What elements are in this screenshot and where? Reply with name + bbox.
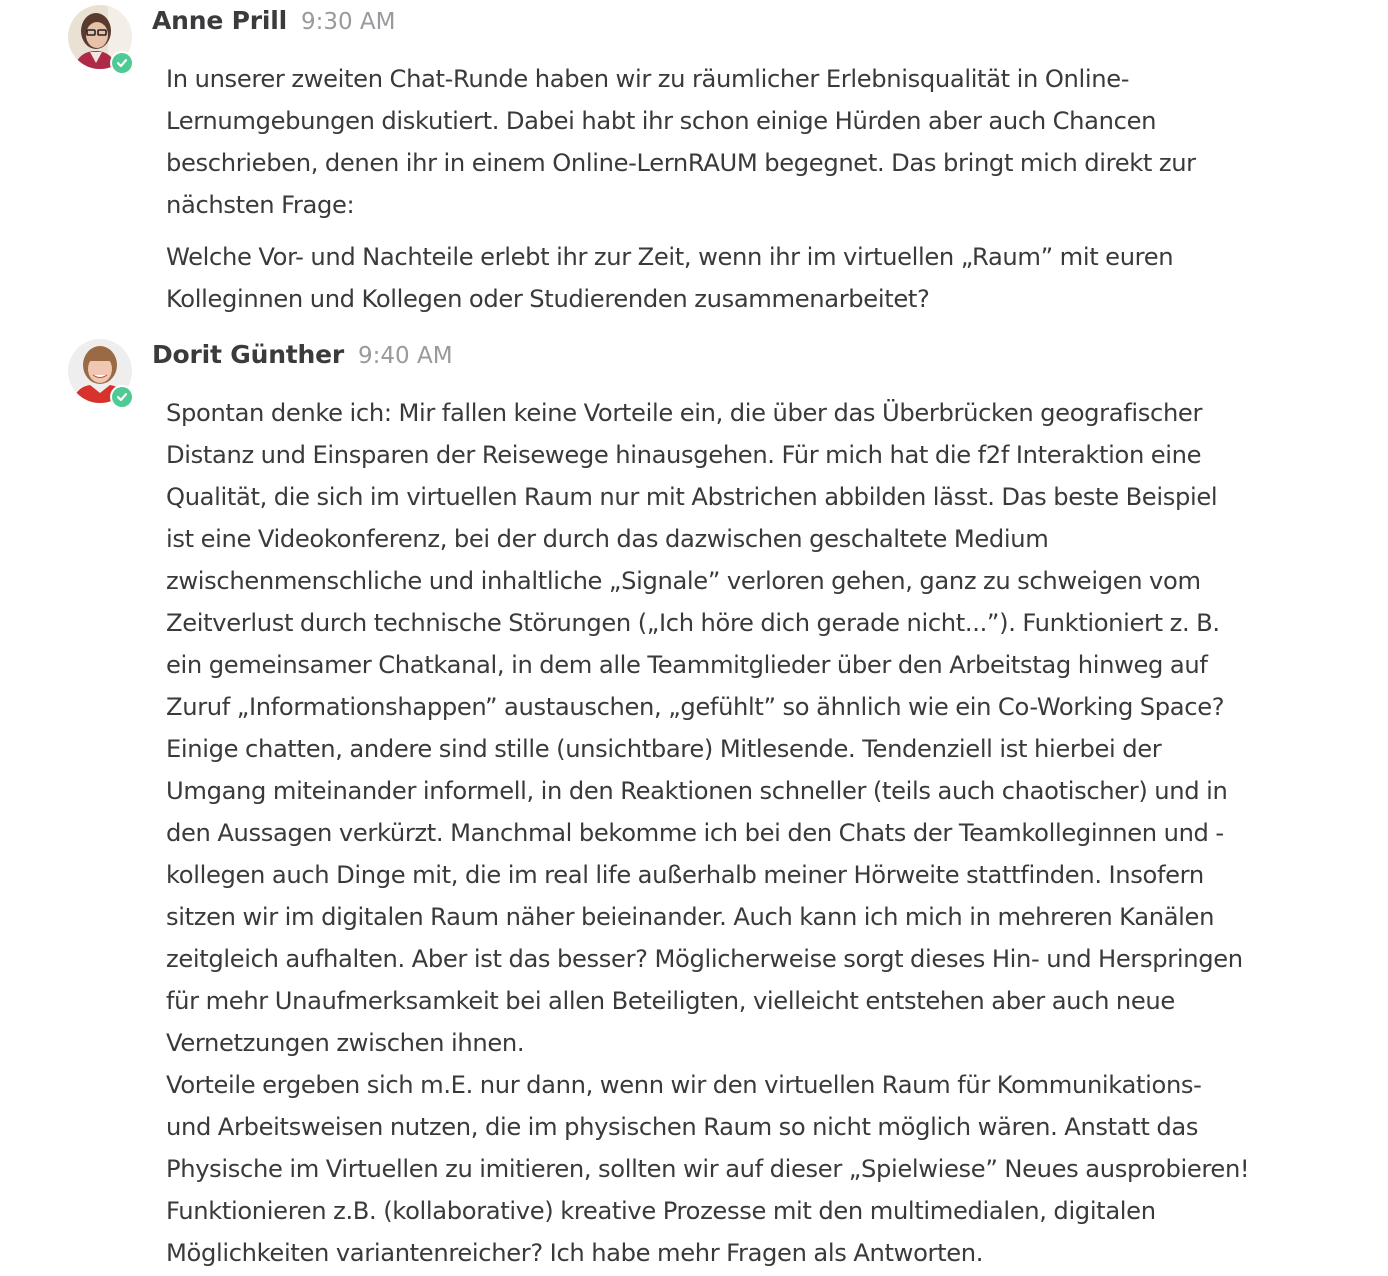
text-line: ist eine Videokonferenz, bei der durch das dazwischen geschaltete Medium [166,525,1049,553]
text-line: und Arbeitsweisen nutzen, die im physischen Raum so nicht möglich wären. Anstatt das [166,1113,1199,1141]
message-header [152,334,1388,378]
text-line: ein gemeinsamer Chatkanal, in dem alle Teammitglieder über den Arbeitstag hinweg auf [166,651,1208,679]
text-line: Lernumgebungen diskutiert. Dabei habt ihr schon einige Hürden aber auch Chancen [166,107,1157,135]
message-body [152,44,1388,320]
text-line: Physische im Virtuellen zu imitieren, sollten wir auf dieser „Spielwiese” Neues ausprobieren! [166,1155,1250,1183]
text-line: nächsten Frage: [166,191,355,219]
text-line: beschrieben, denen ihr in einem Online-LernRAUM begegnet. Das bringt mich direkt zur [166,149,1196,177]
text-line: kollegen auch Dinge mit, die im real life außerhalb meiner Hörweite stattfinden. Insofern [166,861,1204,889]
text-line: zeitgleich aufhalten. Aber ist das besser? Möglicherweise sorgt dieses Hin- und Herspringen [166,945,1243,973]
chat-message [0,334,1388,1274]
checkmark-icon [116,57,128,69]
text-line: Vernetzungen zwischen ihnen. [166,1029,525,1057]
text-line: sitzen wir im digitalen Raum näher beieinander. Auch kann ich mich in mehreren Kanälen [166,903,1215,931]
text-line: Möglichkeiten variantenreicher? Ich habe mehr Fragen als Antworten. [166,1239,984,1267]
chat-message [0,0,1388,320]
text-line: Vorteile ergeben sich m.E. nur dann, wenn wir den virtuellen Raum für Kommunikations- [166,1071,1202,1099]
author-name[interactable]: Anne Prill [152,6,287,35]
author-name[interactable]: Dorit Günther [152,340,345,369]
text-line: Welche Vor- und Nachteile erlebt ihr zur Zeit, wenn ihr im virtuellen „Raum” mit euren [166,243,1174,271]
message-body [152,378,1388,1274]
text-line: Funktionieren z.B. (kollaborative) kreative Prozesse mit den multimedialen, digitalen [166,1197,1156,1225]
text-line: Zuruf „Informationshappen” austauschen, „gefühlt” so ähnlich wie ein Co-Working Space? [166,693,1225,721]
text-line: Distanz und Einsparen der Reisewege hinausgehen. Für mich hat die f2f Interaktion eine [166,441,1202,469]
text-line: Einige chatten, andere sind stille (unsichtbare) Mitlesende. Tendenziell ist hierbei der [166,735,1162,763]
message-header [152,0,1388,44]
text-line: den Aussagen verkürzt. Manchmal bekomme ich bei den Chats der Teamkolleginnen und - [166,819,1224,847]
timestamp[interactable]: 9:40 AM [358,343,453,369]
checkmark-icon [116,391,128,403]
text-line: In unserer zweiten Chat-Runde haben wir zu räumlicher Erlebnisqualität in Online- [166,65,1130,93]
text-line: für mehr Unaufmerksamkeit bei allen Beteiligten, vielleicht entstehen aber auch neue [166,987,1175,1015]
text-line: Zeitverlust durch technische Störungen („Ich höre dich gerade nicht...”). Funktioniert z. B. [166,609,1220,637]
online-status-badge [110,385,134,409]
text-line: Qualität, die sich im virtuellen Raum nur mit Abstrichen abbilden lässt. Das beste Beispiel [166,483,1218,511]
text-line: Umgang miteinander informell, in den Reaktionen schneller (teils auch chaotischer) und in [166,777,1228,805]
text-line: Kolleginnen und Kollegen oder Studierenden zusammenarbeitet? [166,285,930,313]
text-line: Spontan denke ich: Mir fallen keine Vorteile ein, die über das Überbrücken geografischer [166,399,1203,427]
online-status-badge [110,51,134,75]
timestamp[interactable]: 9:30 AM [300,9,396,35]
text-line: zwischenmenschliche und inhaltliche „Signale” verloren gehen, ganz zu schweigen vom [166,567,1201,595]
